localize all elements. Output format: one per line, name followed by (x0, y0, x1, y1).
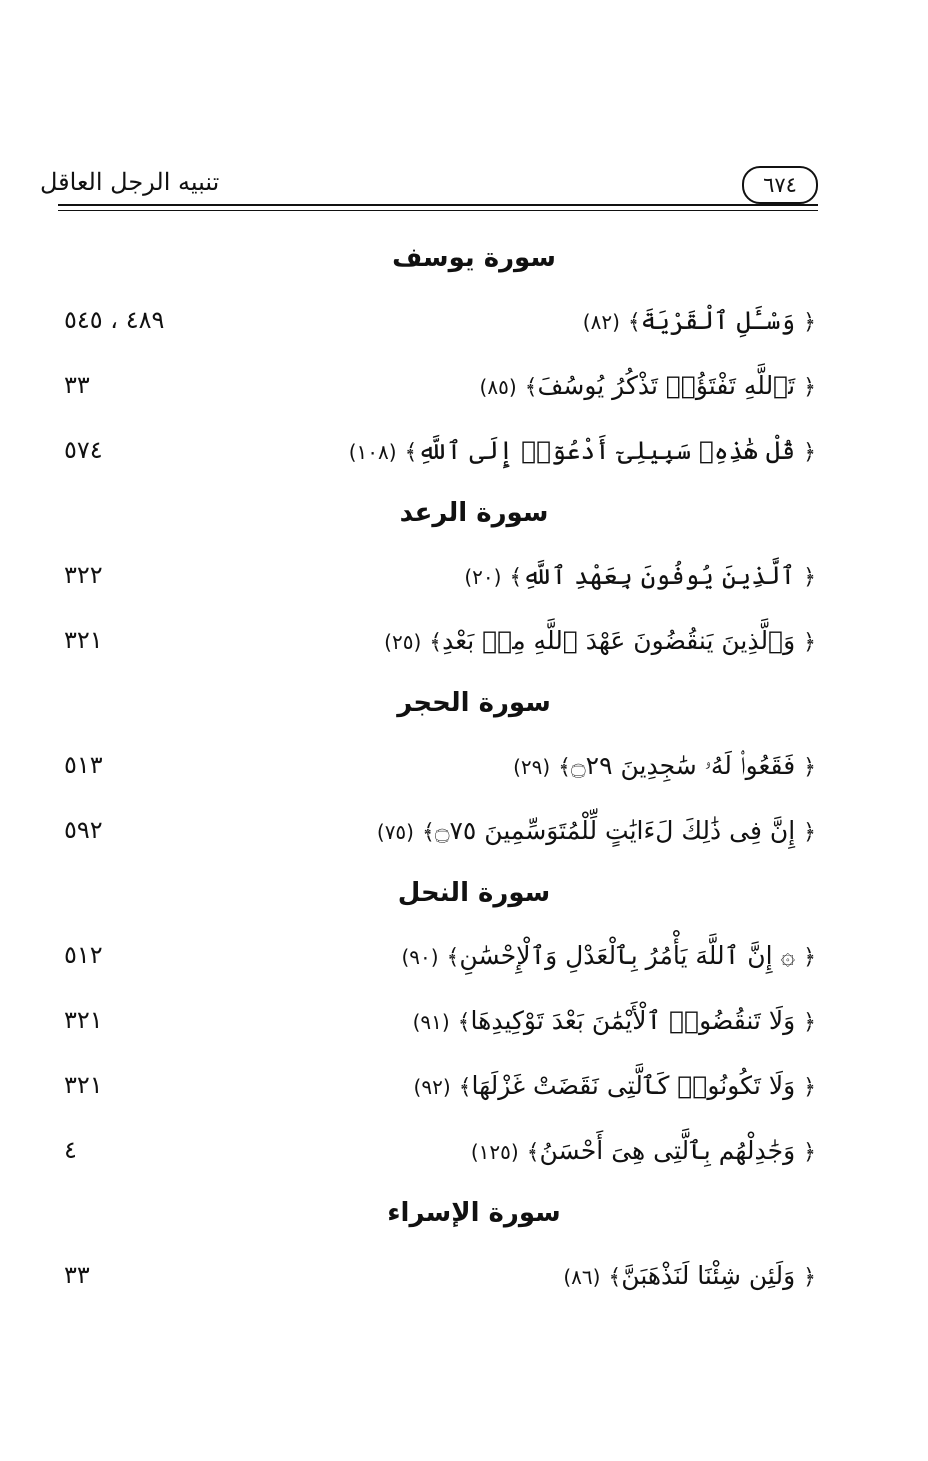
verse-citation (384, 608, 816, 673)
verse-text: فَقَعُوا۟ لَهُۥ سَٰجِدِينَ ۝٢٩ (571, 751, 796, 780)
ornament-open-bracket: ﴿ (803, 630, 816, 655)
page-number-badge: ٦٧٤ (742, 166, 818, 204)
ayah-number: (٧٥) (376, 820, 414, 844)
ayah-number: (٨٢) (582, 310, 620, 334)
verse-row (0, 733, 928, 798)
ornament-open-bracket: ﴿ (803, 440, 816, 465)
surah-title: سورة الإسراء (387, 1198, 561, 1228)
page-references: ٥٧٤ (64, 436, 103, 464)
ornament-open-bracket: ﴿ (803, 755, 816, 780)
ornament-close-bracket: ﴾ (558, 755, 572, 780)
verse-row (0, 988, 928, 1053)
ornament-close-bracket: ﴾ (526, 1140, 540, 1165)
ayah-number: (٩٢) (413, 1075, 451, 1099)
verse-citation (413, 988, 816, 1053)
page-references: ٥٩٢ (64, 816, 103, 844)
ayah-number: (١٢٥) (470, 1140, 519, 1164)
page-references: ٥١٣ (64, 751, 103, 779)
ayah-number: (٢٥) (384, 630, 422, 654)
verse-row (0, 353, 928, 418)
page-references: ٣٢٢ (64, 561, 103, 589)
verse-citation (414, 1053, 816, 1118)
surah-title: سورة الحجر (397, 688, 551, 718)
verse-text: إِنَّ فِى ذَٰلِكَ لَءَايَٰتٍ لِّلْمُتَوَسِّمِينَ ۝٧٥ (434, 816, 796, 845)
surah-title: سورة يوسف (392, 243, 556, 273)
verse-citation (563, 1243, 816, 1308)
surah-title: سورة الرعد (399, 498, 549, 528)
page-references: ٣٣ (64, 371, 90, 399)
header-rule-thin (58, 210, 818, 211)
page-references: ٤ (64, 1136, 77, 1164)
ornament-close-bracket: ﴾ (421, 820, 435, 845)
ornament-close-bracket: ﴾ (524, 375, 538, 400)
verse-text: ٱلَّذِينَ يُوفُونَ بِعَهْدِ ٱللَّهِ (522, 561, 796, 590)
ornament-close-bracket: ﴾ (457, 1010, 471, 1035)
page-references: ٣٢١ (64, 1006, 103, 1034)
ayah-number: (٢٠) (464, 565, 502, 589)
verse-text: وَلَا تَكُونُوا۟ كَٱلَّتِى نَقَضَتْ غَزْلَهَا (471, 1071, 796, 1100)
ornament-open-bracket: ﴿ (803, 1010, 816, 1035)
ornament-open-bracket: ﴿ (803, 820, 816, 845)
verse-text: وَسْـَٔلِ ٱلْقَرْيَةَ (640, 306, 796, 335)
verse-text: وَجَٰدِلْهُم بِٱلَّتِى هِىَ أَحْسَنُ (539, 1136, 796, 1165)
verse-text: وَلَا تَنقُضُوا۟ ٱلْأَيْمَٰنَ بَعْدَ تَوْكِيدِهَا (470, 1006, 796, 1035)
verse-row (0, 418, 928, 483)
verse-row (0, 923, 928, 988)
verse-citation (513, 733, 816, 798)
verse-citation (464, 543, 816, 608)
verse-text: وَٱلَّذِينَ يَنقُضُونَ عَهْدَ ٱللَّهِ مِنۢ بَعْدِ (442, 626, 796, 655)
verse-text: ۞ إِنَّ ٱللَّهَ يَأْمُرُ بِٱلْعَدْلِ وَٱلْإِحْسَٰنِ (459, 941, 796, 970)
ornament-close-bracket: ﴾ (509, 565, 523, 590)
ornament-open-bracket: ﴿ (803, 1075, 816, 1100)
verse-text: قُلْ هَٰذِهِۦ سَبِيلِىٓ أَدْعُوٓا۟ إِلَى ٱللَّهِ (417, 436, 796, 465)
verse-citation (377, 798, 816, 863)
page-references: ٣٢١ (64, 1071, 103, 1099)
ornament-open-bracket: ﴿ (803, 945, 816, 970)
page-references: ٤٨٩ ، ٥٤٥ (64, 306, 165, 334)
header-rule-thick (58, 204, 818, 206)
verse-text: تَٱللَّهِ تَفْتَؤُا۟ تَذْكُرُ يُوسُفَ (537, 371, 796, 400)
page-references: ٥١٢ (64, 941, 103, 969)
ornament-open-bracket: ﴿ (803, 1140, 816, 1165)
verse-text: وَلَئِن شِئْنَا لَنَذْهَبَنَّ (621, 1261, 796, 1290)
verse-citation (401, 923, 816, 988)
ornament-close-bracket: ﴾ (608, 1265, 622, 1290)
ornament-open-bracket: ﴿ (803, 565, 816, 590)
verse-row (0, 608, 928, 673)
verse-row (0, 798, 928, 863)
surah-title: سورة النحل (397, 878, 551, 908)
ayah-number: (٨٦) (563, 1265, 601, 1289)
verse-index (0, 228, 928, 1308)
ayah-number: (٩٠) (401, 945, 439, 969)
ayah-number: (٨٥) (479, 375, 517, 399)
verse-row (0, 288, 928, 353)
ayah-number: (٩١) (412, 1010, 450, 1034)
ornament-open-bracket: ﴿ (803, 1265, 816, 1290)
verse-citation (471, 1118, 816, 1183)
verse-row (0, 1243, 928, 1308)
verse-row (0, 1053, 928, 1118)
ornament-close-bracket: ﴾ (404, 440, 418, 465)
ornament-close-bracket: ﴾ (446, 945, 460, 970)
verse-citation (349, 418, 816, 483)
ayah-number: (٢٩) (513, 755, 551, 779)
ornament-close-bracket: ﴾ (627, 310, 641, 335)
verse-citation (480, 353, 816, 418)
verse-row (0, 543, 928, 608)
verse-citation (583, 288, 816, 353)
ornament-open-bracket: ﴿ (803, 375, 816, 400)
ayah-number: (١٠٨) (348, 440, 397, 464)
ornament-close-bracket: ﴾ (429, 630, 443, 655)
page-references: ٣٣ (64, 1261, 90, 1289)
verse-row (0, 1118, 928, 1183)
ornament-open-bracket: ﴿ (803, 310, 816, 335)
page-references: ٣٢١ (64, 626, 103, 654)
running-title: تنبيه الرجل العاقل (40, 168, 220, 196)
ornament-close-bracket: ﴾ (458, 1075, 472, 1100)
